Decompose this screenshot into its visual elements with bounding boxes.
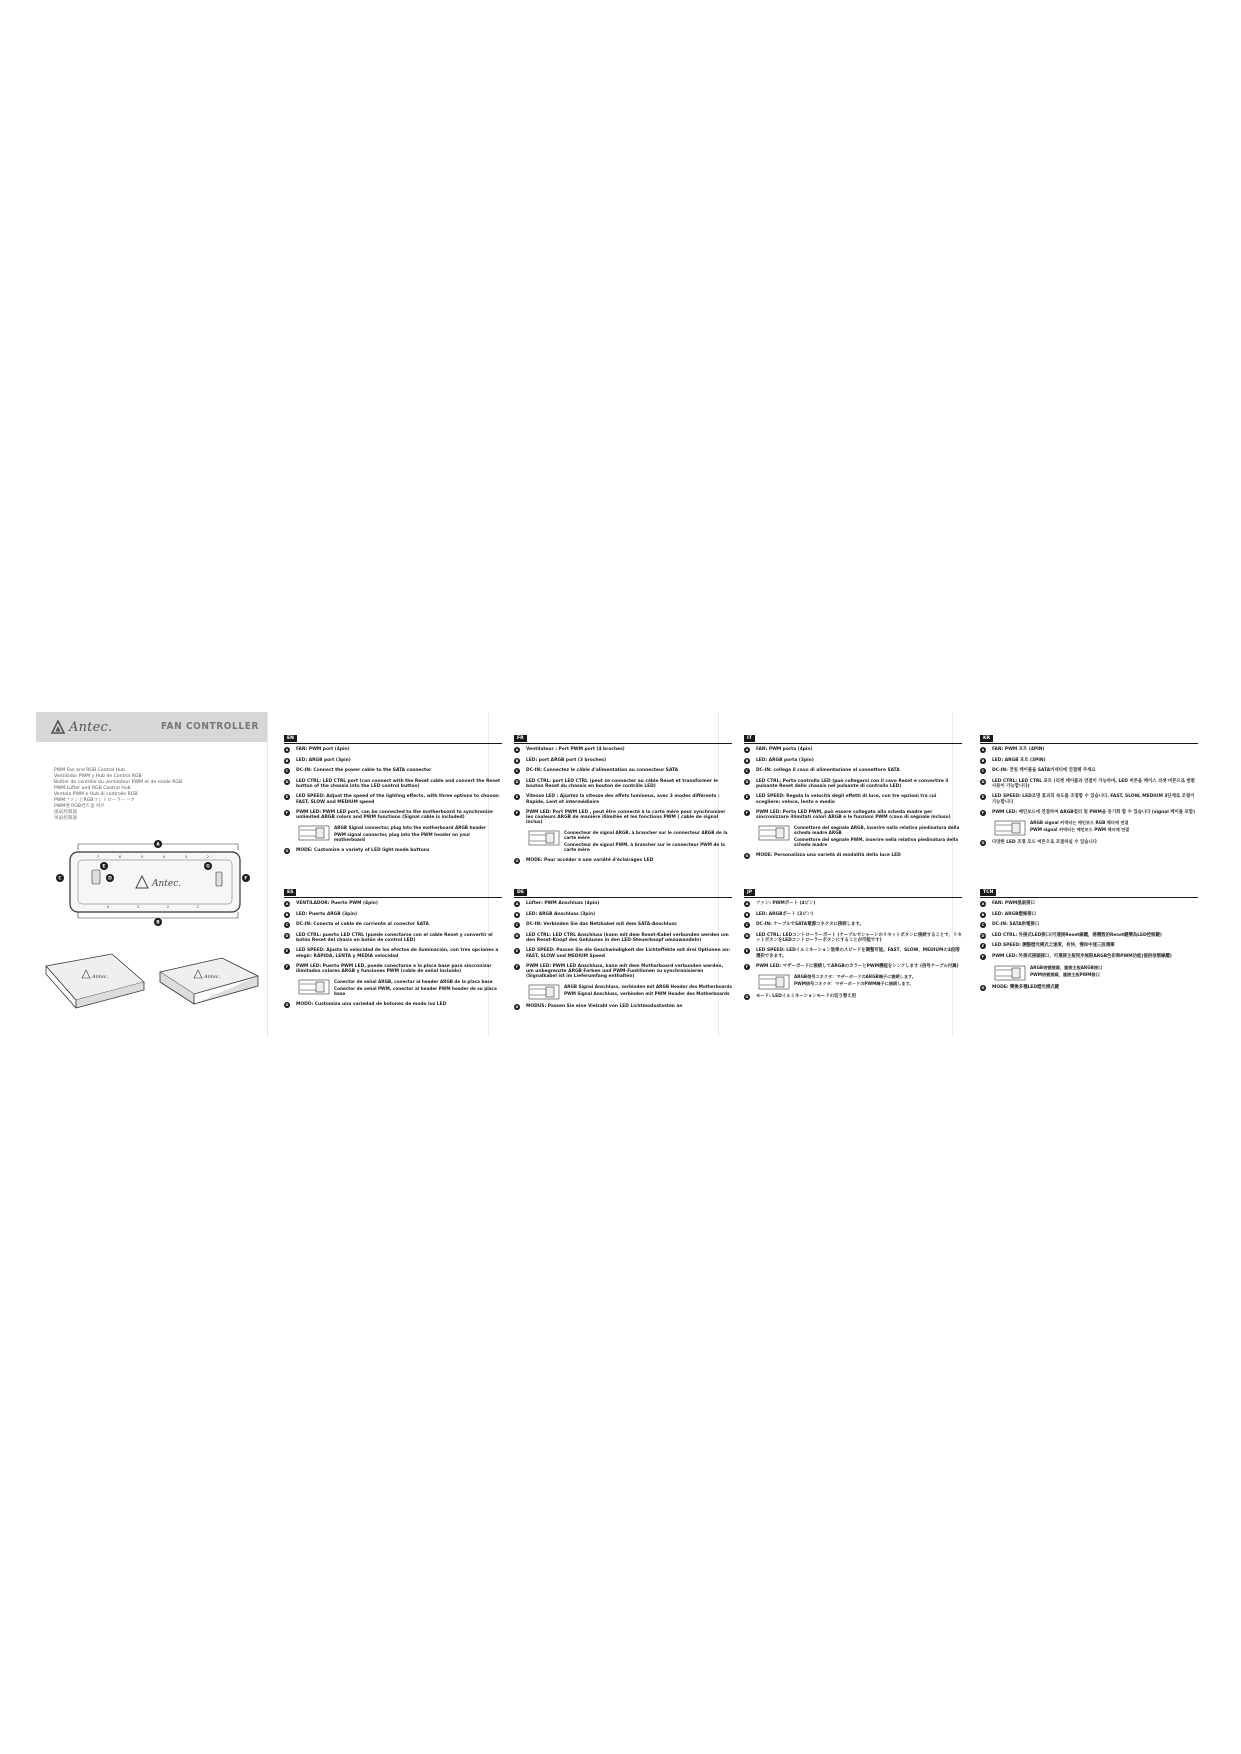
item-letter-badge: F: [515, 964, 519, 969]
item-text: DC-IN: Connectez le câble d'alimentation au connecteur SATA: [526, 768, 679, 774]
feature-item: [284, 768, 502, 774]
language-tag: TCN: [980, 889, 996, 896]
item-letter-badge: A: [745, 902, 749, 906]
item-letter-badge: D: [515, 933, 519, 938]
item-letter-badge: A: [515, 902, 519, 906]
signal-connector-icon: [758, 974, 790, 990]
item-letter-badge: E: [981, 795, 985, 800]
item-letter-badge: A: [981, 902, 985, 906]
argb-signal-note: ARGB信号コネクタ：マザーボードのARGB端子に接続します。: [794, 974, 917, 980]
feature-item: [284, 912, 502, 918]
signal-connector-icon: [994, 820, 1026, 836]
item-letter-badge: G: [285, 849, 289, 853]
feature-item: [514, 747, 732, 753]
pwm-signal-note: PWM Signal Anschluss, verbinden mit PWM Header des Motherboards: [564, 991, 730, 997]
item-letter-badge: D: [285, 933, 289, 938]
item-letter-badge: E: [745, 795, 749, 800]
argb-signal-note: ARGB Signal connector, plug into the motherboard ARGB header: [334, 825, 487, 830]
item-text: PWM LED: PWM LED Anschluss, kann mit dem Motherboard verbunden werden, um unbegrenzte ARGB Farben und PWM-Funktionen zu synchronisieren (Signalkabel ist im Lieferumfang enthalten): [526, 963, 724, 980]
feature-item: [980, 901, 1198, 907]
svg-text:6: 6: [118, 855, 122, 859]
argb-signal-note: ARGB信號接頭，連接主板ARGB接口: [1030, 964, 1103, 970]
signal-connectors: [528, 830, 732, 854]
brand-name: Antec.: [69, 719, 113, 735]
language-panel-kr: [980, 724, 1198, 851]
item-text: LED: ARGB porta (3pin): [756, 757, 814, 763]
item-text: LED SPEED: 調整燈光模式之速度，有快、慢和中速三段選擇: [992, 943, 1115, 949]
item-letter-badge: G: [981, 841, 985, 846]
feature-item: [284, 747, 502, 753]
feature-item: [514, 964, 732, 980]
svg-text:4: 4: [106, 905, 110, 909]
panel-rule: [284, 743, 502, 744]
feature-item: [284, 901, 502, 907]
feature-item: [284, 848, 502, 854]
argb-signal-note: Conector de señal ARGB, conectar al header ARGB de la placa base: [334, 979, 493, 984]
signal-connector-icon: [994, 965, 1026, 981]
feature-item: [744, 922, 962, 928]
feature-item: [514, 948, 732, 959]
panel-rule: [284, 897, 502, 898]
feature-item: [514, 810, 732, 826]
language-panel-jp: [744, 878, 962, 1005]
product-name-tcn: 風扇控制器: [54, 810, 77, 815]
item-text: MODE: Pour accéder à une variété d'éclairages LED: [526, 858, 654, 864]
feature-item: [514, 933, 732, 944]
item-text: Ventilateur : Port PWM port (4 broches): [526, 747, 625, 752]
item-letter-badge: B: [745, 912, 749, 917]
feature-item: [744, 912, 962, 918]
document-title: FAN CONTROLLER: [160, 721, 259, 732]
feature-item: [514, 1004, 732, 1010]
svg-text:C: C: [58, 876, 62, 882]
feature-item: [980, 810, 1198, 816]
language-panel-de: [514, 878, 732, 1015]
signal-connector-icon: [298, 825, 330, 841]
item-text: MODE: Customize a variety of LED light mode buttons: [296, 848, 430, 853]
svg-text:E: E: [102, 864, 106, 870]
controller-photos: [42, 948, 262, 1018]
item-letter-badge: B: [515, 758, 519, 763]
product-name-en: PWM Fan and RGB Control Hub: [54, 768, 125, 773]
item-text: LED: ARGB燈條接口: [992, 911, 1037, 917]
svg-text:Antec.: Antec.: [204, 974, 221, 980]
item-text: LED SPEED: LED조명 효과의 속도를 조절할 수 있습니다. FAST, SLOW, MEDIUM 3단계로 조절이 가능합니다: [992, 794, 1195, 805]
item-text: LED SPEED: LEDイルミネーション効果のスピードを調整可能。FAST、SLOW、MEDIUMの3段階選択できます。: [756, 948, 960, 959]
product-name-fr: Boitier de contrôle du ventilateur PWM et de mode RGB: [54, 780, 183, 785]
item-text: Lüfter: PWM Anschluss (4pin): [526, 901, 600, 906]
svg-text:3: 3: [184, 855, 188, 859]
feature-item: [744, 794, 962, 805]
language-panel-es: [284, 878, 502, 1013]
item-text: MODE: 變換多種LED燈光模式鍵: [992, 984, 1059, 990]
product-name-jp: PWMファンとRGBコントローラーハブ: [54, 798, 135, 803]
item-letter-badge: F: [745, 964, 749, 969]
feature-item: [284, 964, 502, 975]
feature-item: [744, 768, 962, 774]
item-text: LED SPEED: Ajusta la velocidad de los efectos de iluminación, con tres opciones a elegir: RÁPIDA, LENTA y MEDIA velocidad: [296, 948, 499, 959]
item-letter-badge: F: [285, 964, 289, 969]
language-tag: EN: [284, 735, 297, 742]
item-text: LED: ARGB port (3pin): [296, 757, 351, 763]
item-text: LED: ARGBポート (3ピン): [756, 911, 814, 917]
item-letter-badge: B: [285, 758, 289, 763]
feature-item: [980, 747, 1198, 753]
language-panel-tcn: [980, 878, 1198, 995]
signal-connector-icon: [758, 825, 790, 841]
signal-connectors: [528, 984, 732, 1000]
item-text: DC-IN: Connect the power cable to the SATA connector: [296, 768, 432, 774]
svg-text:Antec.: Antec.: [152, 879, 182, 889]
feature-item: [284, 758, 502, 764]
item-letter-badge: A: [981, 748, 985, 752]
language-panel-it: [744, 724, 962, 864]
item-letter-badge: D: [981, 933, 985, 938]
feature-item: [980, 794, 1198, 805]
pwm-signal-note: Connettore del segnale PWM, inserire nella relativa piedinatura della scheda madre: [794, 837, 959, 847]
item-text: LED CTRL: 外接式LED接口(可連接Reset線纜，將機殼的Reset鍵變為LED控制鍵): [992, 932, 1162, 938]
item-text: MODE: Personalizza una varietà di modalità della luce LED: [756, 853, 901, 858]
item-text: LED CTRL: LED CTRL port (can connect with the Reset cable and convert the Reset button of the chassis into the LED control button): [296, 778, 501, 790]
feature-item: [514, 768, 732, 774]
feature-item: [514, 779, 732, 790]
pwm-signal-note: PWM signal connector, plug into the PWM header on your motherboard: [334, 832, 471, 842]
item-text: LED SPEED: Regola la velocità degli effetti di luce, con tre opzioni tra cui scegliere: veloce, lento e medio: [756, 794, 937, 805]
item-text: PWM LED: Puerto PWM LED, puede conectarse a la placa base para sincronizar ilimitados colores ARGB y funciones PWM (cable de señal incluido): [296, 963, 492, 974]
mode-button: [216, 872, 222, 886]
product-name-es: Ventilador PWM y Hub de Control RGB: [54, 774, 142, 779]
item-letter-badge: B: [515, 912, 519, 917]
feature-item: [744, 964, 962, 970]
item-letter-badge: A: [285, 748, 289, 752]
signal-connectors: [758, 974, 962, 990]
svg-text:1: 1: [196, 905, 200, 909]
svg-text:7: 7: [96, 855, 100, 859]
feature-item: [980, 840, 1198, 846]
feature-item: [514, 922, 732, 928]
svg-text:G: G: [206, 864, 210, 870]
signal-connector-icon: [528, 984, 560, 1000]
feature-item: [744, 779, 962, 790]
item-letter-badge: G: [285, 1003, 289, 1007]
svg-text:4: 4: [162, 855, 166, 859]
item-letter-badge: C: [745, 769, 749, 774]
item-letter-badge: A: [745, 748, 749, 752]
panel-rule: [980, 743, 1198, 744]
item-letter-badge: E: [515, 795, 519, 800]
feature-item: [744, 810, 962, 821]
argb-signal-note: Connecteur de signal ARGB, à brancher sur le connecteur ARGB de la carte mère: [564, 830, 728, 841]
signal-connectors: [758, 825, 962, 849]
item-text: LED CTRL: puerto LED CTRL (puede conectarse con el cable Reset y convertir el botón Reset del chasis en botón de control LED): [296, 932, 493, 944]
feature-item: [744, 758, 962, 764]
item-letter-badge: D: [515, 779, 519, 784]
item-text: PWM LED: Port PWM LED , peut être connecté à la carte mère pour synchroniser les couleurs ARGB de manière illimitée et les fonctions PWM ( cable de signal inclus): [526, 809, 726, 826]
item-text: LED: port ARGB port (3 broches): [526, 757, 607, 763]
feature-item: [744, 901, 962, 907]
item-text: 다양한 LED 조명 모드 버튼으로 조절하실 수 있습니다: [992, 840, 1097, 846]
item-text: PWM LED: 메인보드에 연결하여 ARGB컬러 및 PWM을 동기화 할 수 있습니다 (signal 케이블 포함): [992, 809, 1196, 815]
feature-item: [980, 943, 1198, 949]
language-tag: IT: [744, 735, 755, 742]
argb-signal-note: ARGB Signal Anschluss, verbinden mit ARGB Header des Motherboards: [564, 984, 732, 990]
item-letter-badge: F: [745, 810, 749, 815]
item-letter-badge: C: [745, 923, 749, 928]
feature-item: [514, 901, 732, 907]
cover-panel: [36, 712, 268, 1037]
feature-item: [284, 794, 502, 805]
argb-signal-note: ARGB signal 커넥터는 메인보드 RGB 헤더에 연결: [1030, 820, 1129, 826]
signal-connectors: [298, 979, 502, 998]
item-text: PWM LED: Porta LED PWM, può essere collegata alla scheda madre per sincronizzare illimitati colori ARGB e le funzioni PWM (cavo di segnale incluso): [756, 809, 951, 820]
language-tag: ES: [284, 889, 296, 896]
item-text: LED CTRL: Porta controllo LED (può collegarsi con il cavo Reset e convertire il pulsante Reset dello chassis nel pulsante di controllo LED): [756, 778, 949, 790]
signal-connector-icon: [298, 979, 330, 995]
item-letter-badge: C: [981, 923, 985, 928]
feature-item: [980, 933, 1198, 939]
item-letter-badge: C: [515, 769, 519, 774]
item-letter-badge: E: [981, 944, 985, 949]
feature-item: [744, 933, 962, 944]
item-text: LED CTRL: LED CTRL 포트 (리셋 케이블과 연결이 가능하며, LED 버튼을 케이스 리셋 버튼으로 변환 사용이 가능합니다): [992, 778, 1195, 790]
item-letter-badge: E: [285, 949, 289, 954]
feature-item: [284, 1002, 502, 1008]
item-text: DC-IN: 전원 케이블을 SATA커넥터에 연결해 주세요: [992, 768, 1096, 774]
item-text: FAN: PWM 포트 (4PIN): [992, 747, 1045, 752]
feature-item: [284, 933, 502, 944]
antec-triangle-icon: [51, 720, 65, 734]
item-letter-badge: D: [745, 779, 749, 784]
cover-header-band: [36, 712, 267, 742]
feature-item: [980, 922, 1198, 928]
panel-rule: [744, 897, 962, 898]
item-letter-badge: G: [515, 859, 519, 864]
svg-text:3: 3: [136, 905, 140, 909]
item-text: FAN: PWM porta (4pin): [756, 747, 813, 752]
panel-rule: [514, 743, 732, 744]
signal-connectors: [994, 965, 1198, 981]
callout-a-label: A: [156, 842, 160, 848]
item-text: MODO: Customiza una variedad de botones de modo luz LED: [296, 1002, 447, 1007]
feature-item: [514, 758, 732, 764]
item-letter-badge: C: [981, 769, 985, 774]
item-letter-badge: D: [981, 779, 985, 784]
item-letter-badge: B: [285, 912, 289, 917]
feature-item: [980, 768, 1198, 774]
item-text: LED SPEED: Passen Sie die Geschwindigkeit der Lichteffekte mit drei Optionen an: FAST, SLOW und MEDIUM Speed: [526, 948, 730, 959]
item-text: LED CTRL: LED CTRL Anschluss (kann mit dem Reset-Kabel verbunden werden um den Reset-Knopf des Gehäuses in den LED-Steuerknopf umzuwandeln): [526, 932, 729, 944]
feature-item: [980, 779, 1198, 790]
item-letter-badge: G: [745, 995, 749, 1000]
svg-text:2: 2: [206, 855, 210, 859]
item-text: PWM LED: PWM LED port, can be connected to the motherboard to synchronize unlimited ARGB colors and PWM functions (Signal cable is included): [296, 809, 493, 820]
signal-connectors: [994, 820, 1198, 836]
signal-connector-icon: [528, 830, 560, 846]
item-letter-badge: E: [285, 795, 289, 800]
svg-text:B: B: [156, 920, 160, 926]
product-name-de: PWM Lüfter und RGB Control Hub: [54, 786, 131, 791]
product-name-list: [54, 768, 182, 822]
svg-text:Antec.: Antec.: [92, 974, 109, 980]
language-tag: JP: [744, 889, 755, 896]
item-letter-badge: F: [515, 810, 519, 815]
feature-item: [514, 794, 732, 805]
item-letter-badge: B: [981, 758, 985, 763]
item-text: LED: ARGB 포트 (3PIN): [992, 757, 1046, 763]
feature-item: [284, 922, 502, 928]
language-panel-fr: [514, 724, 732, 869]
item-letter-badge: F: [981, 810, 985, 815]
feature-item: [980, 912, 1198, 918]
item-letter-badge: E: [745, 949, 749, 954]
panel-rule: [744, 743, 962, 744]
item-text: FAN: PWM風扇接口: [992, 901, 1035, 906]
feature-item: [744, 747, 962, 753]
product-name-scn: 风扇控制器: [54, 816, 77, 821]
item-letter-badge: B: [745, 758, 749, 763]
item-letter-badge: C: [285, 769, 289, 774]
item-letter-badge: A: [515, 748, 519, 752]
item-letter-badge: A: [285, 902, 289, 906]
feature-item: [514, 858, 732, 864]
controller-photo-left: [46, 954, 144, 1008]
panel-rule: [980, 897, 1198, 898]
item-letter-badge: G: [515, 1005, 519, 1010]
feature-item: [284, 779, 502, 790]
item-text: LED: ARGB Anschluss (3pin): [526, 911, 596, 917]
pwm-signal-note: PWM信号コネクタ：マザーボードのPWM端子に接続します。: [794, 981, 914, 987]
item-letter-badge: D: [745, 933, 749, 938]
item-letter-badge: D: [285, 779, 289, 784]
svg-text:F: F: [244, 876, 248, 882]
pwm-signal-note: Conector de señal PWM, conector al header PWM header de su placa base: [334, 986, 497, 996]
pwm-signal-note: PWM signal 커넥터는 메인보드 PWM 헤더에 연결: [1030, 827, 1130, 833]
dc-in-port: [92, 870, 100, 884]
language-panel-en: [284, 724, 502, 859]
item-text: VENTILADOR: Puerto PWM (4pin): [296, 901, 378, 906]
feature-item: [284, 810, 502, 821]
feature-item: [744, 948, 962, 959]
item-text: PWM LED: 外接式接頭接口，可連接主板同步無限ARGB色彩與PWM功能(提供信號線纜): [992, 953, 1172, 959]
item-letter-badge: G: [981, 985, 985, 990]
item-text: LED: Puerto ARGB (3pin): [296, 911, 357, 917]
item-text: DC-IN: ケーブルでSATA電源コネクタに接続します。: [756, 922, 864, 928]
item-letter-badge: B: [981, 912, 985, 917]
item-text: DC-IN: collega il cavo di alimentazione al connettore SATA: [756, 768, 900, 774]
item-text: ファン: PWMポート (4ピン): [756, 901, 816, 906]
feature-item: [744, 853, 962, 859]
svg-text:2: 2: [166, 905, 170, 909]
item-text: DC-IN: Verbinden Sie das Netzkabel mit dem SATA-Anschluss: [526, 922, 677, 928]
item-letter-badge: C: [285, 923, 289, 928]
language-tag: KR: [980, 735, 993, 742]
item-text: LED SPEED: Adjust the speed of the lighting effects, with three options to choose: FAST, SLOW and MEDIUM speed: [296, 794, 500, 805]
product-name-it: Ventola PWM e Hub di controllo RGB: [54, 792, 138, 797]
item-text: PWM LED: マザーボードに接続してARGBのカラーとPWM機能をシンクします (信号ケーブル付属): [756, 963, 959, 969]
signal-connectors: [298, 825, 502, 844]
feature-item: [744, 994, 962, 1000]
language-tag: DE: [514, 889, 527, 896]
feature-item: [980, 985, 1198, 991]
panel-rule: [514, 897, 732, 898]
svg-text:5: 5: [140, 855, 144, 859]
item-text: DC-IN: Conecta el cable de corriente al conector SATA: [296, 922, 429, 928]
item-text: MODUS: Passen Sie eine Vielzahl von LED Lichtmodustasten an: [526, 1004, 683, 1010]
item-text: モード: LEDイルミネーションモードの切り替え用: [756, 994, 857, 1000]
controller-photo-right: [160, 958, 258, 1004]
product-name-kr: PWM팬 RGB컨트롤 허브: [54, 804, 105, 809]
pwm-signal-note: PWM信號接頭，連接主板PWM接口: [1030, 971, 1100, 977]
pwm-signal-note: Connecteur de signal PWM, à brancher sur le connecteur PWM de la carte mère: [564, 842, 725, 853]
feature-item: [980, 758, 1198, 764]
item-letter-badge: F: [285, 810, 289, 815]
feature-item: [514, 912, 732, 918]
brand-logo: [51, 718, 112, 736]
argb-signal-note: Connettore del segnale ARGB, inserire nella relativa piedinatura della scheda madre ARGB: [794, 825, 960, 835]
item-letter-badge: E: [515, 949, 519, 954]
controller-diagram: [48, 834, 258, 929]
item-letter-badge: F: [981, 954, 985, 959]
item-text: DC-IN: SATA供電接口: [992, 922, 1040, 928]
item-text: LED CTRL: LEDコントローラーポート (ケーブルでシャーシのリセットボタンに接続することで、リセットボタンをLEDコントローラーボタンにすることが可能です): [756, 932, 962, 944]
item-text: FAN: PWM port (4pin): [296, 747, 350, 752]
feature-item: [980, 954, 1198, 960]
svg-text:D: D: [108, 876, 112, 882]
item-letter-badge: C: [515, 923, 519, 928]
item-text: LED CTRL: port LED CTRL (peut se connecter au câble Reset et transformer le bouton Reset du chassis en bouton de contrôle LED): [526, 778, 719, 790]
item-letter-badge: G: [745, 854, 749, 858]
language-tag: FR: [514, 735, 527, 742]
item-text: Vitesse LED : Ajustez la vitesse des effets lumineux, avec 3 modes différents : Rapide, Lent et intermédiaire: [526, 794, 720, 805]
feature-item: [284, 948, 502, 959]
manual-sheet: [36, 712, 1206, 1037]
